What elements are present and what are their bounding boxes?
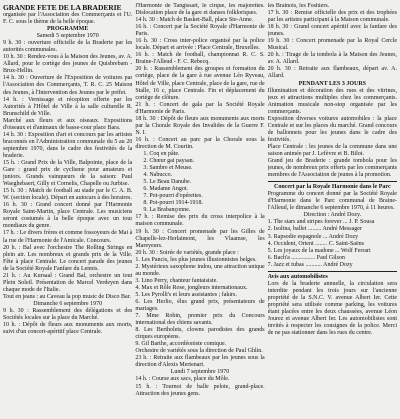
list-item: 6. Madame Angot. — [143, 186, 188, 193]
paragraph: 19 h. 30 : Concert promenade par les Gilles de Chapelle-lez-Herlaimont, les Vlaamse, les Mareyeurs. — [135, 228, 265, 249]
program-line: 6. Bach'a ................ Paul Gilson — [267, 254, 345, 261]
section-heading: Concert par la Royale Harmonie dans le Parc — [274, 184, 391, 191]
column-1 — [3, 3, 132, 419]
paragraph: 14 h. : Vernissage et réception offerte par les Autorités à l'Hôtel de Ville à la salle culturelle R. Brunschild de Ville. — [3, 96, 133, 117]
paragraph: Direction : André Dozy. — [303, 212, 362, 219]
paragraph: Grand jeu de Braderie : grande tombola pour les jeunes, de nombreux prix offerts par les commerçants membres de l'Association de jeunes à la promotion. — [267, 158, 397, 179]
paragraph: l'Harmonie de Tangissart, le cirque, les majorettes. Dislocation place de la gare et danses folkloriques. — [135, 3, 265, 17]
article-title: GRANDE FETE DE LA BRADERIE — [3, 3, 122, 12]
paragraph: 21 h. : Au Kursaal : Grand Bal, orchestre un tout Plein Soleil. Présentation de Marcel Verdeyen dans chaque mode de l'Italie. — [3, 272, 133, 293]
paragraph: 10 h. : Dépôt de fleurs aux monuments aux morts, suivi d'un concert-apéritif place Centrale. — [3, 322, 133, 336]
divider — [268, 271, 397, 272]
paragraph: 16 h. 30 : Cross inter-police organisé par la police locale. Départ et arrivée : Place Centrale, Bruxelles. — [135, 38, 265, 52]
program-line: 7. Jazz et tubas ........... André Dozy — [267, 261, 353, 268]
program-line: 1. The stars and stripes forever ... J. P. Sousa — [267, 219, 375, 226]
column-3 — [268, 3, 397, 419]
paragraph: 1. Les Pancis, les plus jeunes illusionnistes belges. — [135, 256, 257, 263]
paragraph: 18 h. 30 : Dépôt de fleurs aux monuments aux morts par la Chorale Royale des Invalides de la Guerre F. N. I. — [135, 115, 265, 136]
list-item: 3. Sambre et Meuse. — [143, 165, 193, 172]
paragraph: Illumination et décoration des rues et des vitrines, jeux et attractions multiples chez les commerçants. Animation musicale non-stop organisée par les commerçants. — [267, 87, 397, 115]
paragraph: Orchestre de variétés sous la direction de Paul Ghlin. — [135, 348, 263, 355]
paragraph: 17 h. 30 : Remise officielle des prix et des trophées par les artistes participant à la Maison communale. — [267, 10, 397, 24]
paragraph: organisée par l'Association des Commerçants et l'U. F. C. sous le thème de la belle époque. — [3, 12, 133, 26]
article-columns — [3, 3, 397, 419]
list-item: 4. Nabucco. — [143, 172, 173, 179]
paragraph: 5. Les Pyrolli's et leurs assistantes ; fakirs. — [135, 291, 237, 298]
date-heading: Dimanche 6 septembre 1970 — [33, 300, 103, 307]
paragraph: 17 h. : Le divers frères et comme fossoyeurs de Mai à la rue de l'Harmonie de l'Amicale. Concours. — [3, 230, 133, 244]
paragraph: 2. Mystérieux saxophone indou, une attraction unique au monde. — [135, 263, 265, 277]
paragraph: 4. Max et Rôle Rose, jongleurs internationaux. — [135, 284, 248, 291]
paragraph: 14 h. 30 : Match de Basket-Ball, place Ste-Anne. — [135, 17, 254, 24]
paragraph: 7. Mme Robin, premier prix du Concours international des chiens savants. — [135, 313, 265, 327]
program-line: 4. Occident, Orient ........ C. Saint-Saëns — [267, 240, 364, 247]
paragraph: 21 h. : Concert de gala par la Société Royale d'Harmonie de Paris. — [135, 101, 265, 115]
list-item: 9. La Brabançonne. — [143, 207, 191, 214]
date-heading: Samedi 5 septembre 1970 — [36, 33, 99, 40]
list-item: 2. Chœur gai paysan. — [143, 158, 195, 165]
paragraph: 3. Lino Perry, chanteur fantaisiste. — [135, 277, 218, 284]
paragraph: Marché aux fleurs et aux oiseaux. Expositions d'oiseaux et d'animaux de basse-cour place Bara. — [3, 117, 133, 131]
paragraph: 16 h. : Match de football, championnat R. C. S. Braine-l'Alleud - F. C. Rebecq. — [135, 52, 265, 66]
list-item: 8. Pot-pourri 1914-1918. — [143, 200, 203, 207]
paragraph: 8. Les Bertholets, clowns parodistes des grands cirques européens. — [135, 327, 265, 341]
paragraph: 9. Gil Barthe, accordéoniste comique. — [135, 341, 227, 348]
list-item: 5. Le Beau Danube. — [143, 179, 192, 186]
paragraph: 9 h. 30 : ouverture officielle de la Braderie par les autorités communales. — [3, 40, 133, 54]
paragraph: 17 h. : Remise des prix du cross interpolice à la maison communale. — [135, 214, 265, 228]
paragraph: 15 h. : Tournoi de balle pelote, grand-place. Attraction des jeunes gens. — [135, 383, 265, 397]
paragraph: 9 h. 30 : Rassemblement des délégations et des Sociétés locales sur la place du Marché. — [3, 307, 133, 322]
list-item: 7. Pot-pourri d'opérettes. — [143, 193, 203, 200]
paragraph: Lors de la braderie annuelle, la circulation sera interdite pendant les trois jours sur l'ancienne propriété de la S.N.C. V. avenue Albert Ier. Cette propriété sera utilisée comme parking, les voitures étant placées entre les deux chaussées, avenue Léon Jourez et avenue Albert Ier. Les automobilistes sont invités à respecter les consignes de la police. Merci de ne pas stationner dans les rues du centre. — [267, 280, 397, 337]
program-line: 5. Les joyaux de la madone ... Wolf Ferrari — [267, 247, 371, 254]
paragraph: 20 h. : Bal avec l'orchestre The Rolling Strings en plein air. Les nombreux et grands prix de la Ville. Fête à place Centrale. Le concert parade des jeunes de la Société Royale Fanfare du Lennis. — [3, 244, 133, 272]
program-line: 2. Isolina, ballet ......... André Messager — [267, 226, 362, 233]
paragraph: Place Centrale : les jeunes de la commune dans une saison animée par J. Lefèvre et B. Bilot. — [267, 143, 397, 157]
paragraph: 6. Les Herlio, élus grand prix, présentateurs de mariages. — [135, 298, 265, 313]
paragraph: 15 h. : Grand Prix de la Ville, Balpointe, place de la Gare : grand prix de cyclisme pour amateurs et juniors. Grands vainqueurs de la saison: Paul Waeghebaert, Gilly et Cornelis, Chapelle ou Jurbise. — [3, 159, 133, 188]
paragraph: 18 h. 30 : Grand concert apéritif avec la fanfare des jeunes. — [267, 24, 397, 38]
paragraph: 20 h. : Rassemblement des groupes et formation du cortège, place de la gare à rue avenue Léo Ryveau, Hôtel de Ville, place Centrale, place de la gare, rue de Stalle, 16 c, place Centrale. Fin et déplacement du cortège de clôture. — [135, 66, 265, 101]
paragraph: 16 h. 30 : Grand concert donné par l'Harmonie Royale Saint-Martin, place Centrale. Les musiciens seront costumés à la belle époque avec un tour mondiaux du genre. — [3, 202, 133, 230]
paragraph: 14 h. : Course aux sacs, place du Môle. — [135, 376, 230, 383]
paragraph: 10 h. 30 : Rendez-vous à la Maison des Jeunes, av. A. Allard, pour le cortège des jeunes de Quisbrebam - Brux-Hellin. — [3, 54, 133, 75]
divider — [268, 181, 397, 182]
paragraph: 20 h. 30 : Soirée de variétés, grande place : — [135, 249, 239, 256]
paragraph: 14 h. 30 : Exposition d'art et concours par les artistes braconnés en l'Administration communale du 5 au 20 septembre 1970, dans le cadre des festivités de la braderie. — [3, 131, 133, 159]
program-line: 3. Rapsodie espagnole ... André Dozy — [267, 233, 359, 240]
paragraph: Programme du concert donné par la Société Royale d'Harmonie dans le Parc communal de Braine-l'Alleud, le dimanche 6 septembre 1970, à 11 heures. — [267, 191, 397, 212]
paragraph: 19 h. 30 : Concert promenade par la Royal Cercle Musical. — [267, 38, 397, 52]
paragraph: 20 h. 30 : Retraite aux flambeaux, départ av. A. Allard. — [267, 66, 397, 80]
paragraph: les Brainois, les Foshiers. — [267, 3, 330, 9]
paragraph: 15 h. 30 : Match de football au stade par le C. A. B. W. (section locale). Départ en autocars à des horaires. — [3, 188, 133, 202]
column-2 — [135, 3, 264, 419]
paragraph: 16 h. : Concert au parc par la Chorale sous la direction de M. Courtin. — [135, 136, 265, 150]
section-heading: PENDANT LES 3 JOURS — [298, 80, 367, 87]
paragraph: 23 h. : Retraite aux flambeaux par les jeunes sous la direction d'Alexis Mertenart. — [135, 355, 265, 369]
date-heading: Lundi 7 septembre 1970 — [170, 369, 230, 376]
section-heading: PROGRAMME — [47, 26, 89, 33]
concert-program-list — [135, 151, 264, 214]
paragraph: 20 h. : Tirage de la tombola à la Maison des Jeunes, av. A. Allard. — [267, 52, 397, 66]
paragraph: 14 h. 30 : Ouverture de l'Exposition de voitures par l'Association des Commerçants, T. R. C. 25 Maison des Jeunes, à l'Intervention des Jeunes par le préfet. — [3, 75, 133, 96]
paragraph: Tout en jeans : au Caveau la pop music de Disco Bar. — [3, 293, 131, 300]
list-item: 1. Coq en pâte. — [143, 150, 180, 157]
paragraph: Exposition diverses voitures automobiles : la place Centrale et sur les places du marché. Grand concours de ballonnets pour les jeunes dans le cadre des festivités. — [267, 115, 397, 143]
paragraph: 16 h. : Concert par la Société Royale d'Harmonie de Paris. — [135, 24, 265, 38]
section-heading: Avis aux automobilistes — [267, 273, 328, 280]
